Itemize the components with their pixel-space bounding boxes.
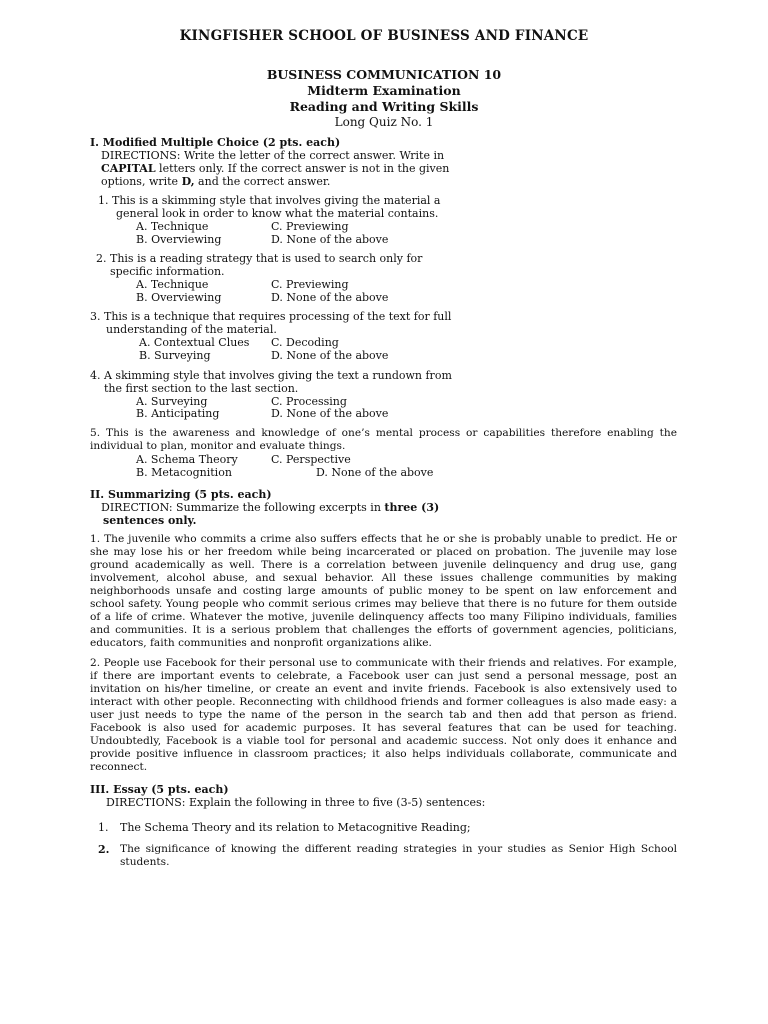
q5-option-d: D. None of the above — [316, 466, 434, 479]
q3-option-c: C. Decoding — [271, 336, 339, 349]
q1-option-b: B. Overviewing — [136, 233, 222, 246]
q2-option-a: A. Technique — [136, 278, 209, 291]
q2-stem-line1: 2. This is a reading strategy that is used to search only for — [96, 252, 423, 265]
part2-directions-line2: sentences only. — [103, 514, 197, 527]
part1-directions-line3 — [101, 175, 330, 188]
q5-option-c: C. Perspective — [271, 453, 351, 466]
directions-line2-rest: letters only. If the correct answer is not in the given — [155, 162, 450, 175]
q5-stem: 5. This is the awareness and knowledge of one’s mental process or capabilities therefore enabling the individual to plan, monitor and evaluate things. — [90, 427, 677, 452]
q3-stem-line1: 3. This is a technique that requires processing of the text for full — [90, 310, 452, 323]
excerpt-1: 1. The juvenile who commits a crime also suffers effects that he or she is probably unable to predict. He or she may lose his or her freedom while being incarcerated or placed on probation. The juvenile may lose ground academically as well. There is a correlation between juvenile delinquency and drug use, gang involvement, alcohol abuse, and sexual behavior. All these issues challenge communities by making neighborhoods unsafe and costing large amounts of public money to be spent on law enforcement and school safety. Young people who commit serious crimes may believe that there is no future for them outside of a life of crime. Whatever the motive, juvenile delinquency affects too many Filipino individuals, families and communities. It is a serious problem that challenges the efforts of government agencies, politicians, educators, faith communities and nonprofit organizations alike. — [90, 533, 677, 649]
q2-stem-line2: specific information. — [110, 265, 225, 278]
exam-title: Midterm Examination — [307, 83, 461, 98]
q5-option-a: A. Schema Theory — [136, 453, 238, 466]
part1-directions-line2 — [101, 162, 449, 175]
q1-stem-line1: 1. This is a skimming style that involves giving the material a — [98, 194, 441, 207]
q5-option-b: B. Metacognition — [136, 466, 232, 479]
part3-directions: DIRECTIONS: Explain the following in three to five (3-5) sentences: — [106, 796, 486, 809]
q3-stem-line2: understanding of the material. — [106, 323, 277, 336]
q3-option-b: B. Surveying — [139, 349, 211, 362]
part2-directions-pre: DIRECTION: Summarize the following excerpts in — [101, 501, 385, 514]
part1-directions-line1: DIRECTIONS: Write the letter of the correct answer. Write in — [101, 149, 445, 162]
capital-emphasis: CAPITAL — [101, 162, 156, 175]
part1-title: I. Modified Multiple Choice (2 pts. each) — [90, 136, 341, 149]
part2-title: II. Summarizing (5 pts. each) — [90, 488, 272, 501]
directions-line3-pre: options, write — [101, 175, 182, 188]
essay-item-2-number: 2. — [98, 843, 110, 856]
q4-option-a: A. Surveying — [136, 395, 208, 408]
q1-option-d: D. None of the above — [271, 233, 389, 246]
q2-option-b: B. Overviewing — [136, 291, 222, 304]
q4-stem-line1: 4. A skimming style that involves giving the text a rundown from — [90, 369, 452, 382]
essay-item-1-number: 1. — [98, 821, 109, 834]
excerpt-2: 2. People use Facebook for their personal use to communicate with their friends and relatives. For example, if there are important events to celebrate, a Facebook user can just send a personal message, post an invitation on his/her timeline, or create an event and invite friends. Facebook is also extensively used to interact with other people. Reconnecting with childhood friends and former colleagues is also made easy: a user just needs to type the name of the person in the search tab and then add that person as friend. Facebook is also used for academic purposes. It has several features that can be used for teaching. Undoubtedly, Facebook is a viable tool for personal and academic success. Not only does it enhance and provide positive influence in classroom practices; it also helps individuals collaborate, communicate and reconnect. — [90, 657, 677, 773]
q2-option-d: D. None of the above — [271, 291, 389, 304]
quiz-number: Long Quiz No. 1 — [334, 115, 434, 129]
subject-title: BUSINESS COMMUNICATION 10 — [266, 67, 502, 82]
directions-line3-post: and the correct answer. — [194, 175, 331, 188]
skills-title: Reading and Writing Skills — [289, 99, 479, 114]
part3-title: III. Essay (5 pts. each) — [90, 783, 229, 796]
d-emphasis: D, — [181, 175, 195, 188]
q1-option-c: C. Previewing — [271, 220, 349, 233]
q3-option-a: A. Contextual Clues — [139, 336, 250, 349]
school-name: KINGFISHER SCHOOL OF BUSINESS AND FINANCE — [179, 28, 589, 44]
q4-option-b: B. Anticipating — [136, 407, 220, 420]
q3-option-d: D. None of the above — [271, 349, 389, 362]
q4-option-d: D. None of the above — [271, 407, 389, 420]
essay-item-1-text: The Schema Theory and its relation to Metacognitive Reading; — [120, 821, 471, 834]
q4-stem-line2: the first section to the last section. — [104, 382, 299, 395]
q4-option-c: C. Processing — [271, 395, 347, 408]
three-emphasis: three (3) — [384, 501, 440, 514]
essay-item-2-text: The significance of knowing the different reading strategies in your studies as Senior High School students. — [120, 843, 677, 868]
q1-option-a: A. Technique — [136, 220, 209, 233]
q1-stem-line2: general look in order to know what the material contains. — [116, 207, 439, 220]
part2-directions-line1 — [101, 501, 439, 514]
q2-option-c: C. Previewing — [271, 278, 349, 291]
